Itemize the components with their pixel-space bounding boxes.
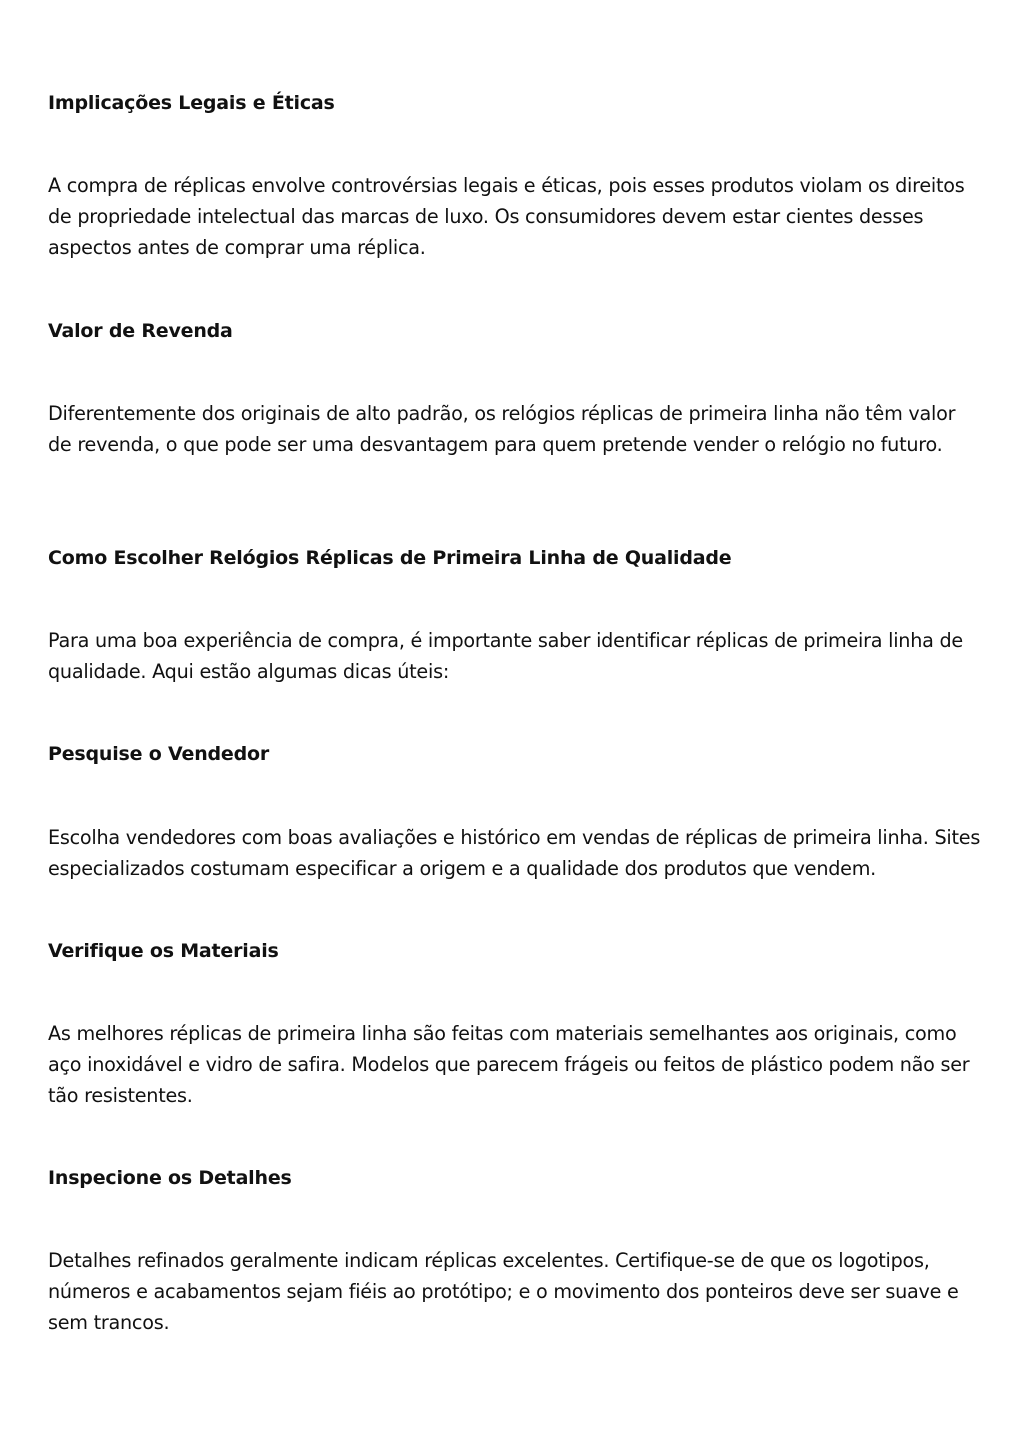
section-paragraph-inspect-details: Detalhes refinados geralmente indicam réplicas excelentes. Certifique-se de que os logotipos, números e acabamentos sejam fiéis ao protótipo; e o movimento dos ponteiros deve ser suave e sem trancos. (48, 1249, 959, 1334)
section-paragraph-research-seller: Escolha vendedores com boas avaliações e histórico em vendas de réplicas de primeira linha. Sites especializados costumam especificar a origem e a qualidade dos produtos que vendem. (48, 826, 981, 880)
section-heading-resale-value: Valor de Revenda (48, 320, 233, 342)
section-heading-how-to-choose: Como Escolher Relógios Réplicas de Primeira Linha de Qualidade (48, 547, 732, 569)
section-heading-research-seller: Pesquise o Vendedor (48, 743, 270, 765)
section-heading-legal-ethics: Implicações Legais e Éticas (48, 92, 335, 114)
section-paragraph-legal-ethics: A compra de réplicas envolve controvérsias legais e éticas, pois esses produtos violam os direitos de propriedade intelectual das marcas de luxo. Os consumidores devem estar cientes desses aspectos antes de comprar uma réplica. (48, 174, 965, 259)
section-paragraph-check-materials: As melhores réplicas de primeira linha são feitas com materiais semelhantes aos originais, como aço inoxidável e vidro de safira. Modelos que parecem frágeis ou feitos de plástico podem não ser tão resistentes. (48, 1022, 970, 1107)
section-heading-inspect-details: Inspecione os Detalhes (48, 1167, 292, 1189)
section-paragraph-how-to-choose: Para uma boa experiência de compra, é importante saber identificar réplicas de primeira linha de qualidade. Aqui estão algumas dicas úteis: (48, 629, 963, 683)
section-heading-check-materials: Verifique os Materiais (48, 940, 279, 962)
section-paragraph-resale-value: Diferentemente dos originais de alto padrão, os relógios réplicas de primeira linha não têm valor de revenda, o que pode ser uma desvantagem para quem pretende vender o relógio no futuro. (48, 402, 956, 456)
